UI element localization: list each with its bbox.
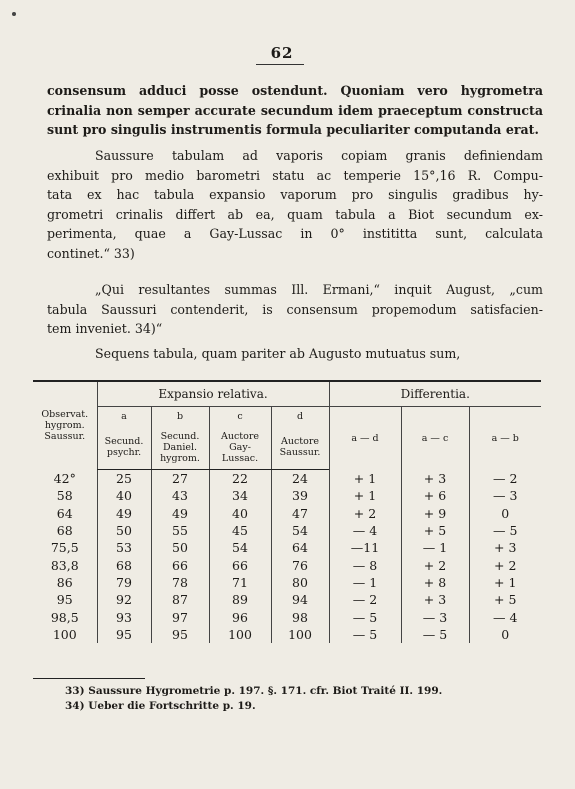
cell-ad: + 1 bbox=[329, 487, 401, 504]
cell-c: 100 bbox=[209, 626, 271, 643]
footnotes bbox=[65, 684, 442, 713]
table-bottom-rule bbox=[33, 678, 145, 679]
table-row bbox=[33, 591, 541, 608]
cell-b: 27 bbox=[151, 470, 209, 488]
text-line: consensum adduci posse ostendunt. Quoniam vero hygrometra bbox=[47, 83, 543, 98]
cell-d: 80 bbox=[271, 574, 329, 591]
cell-obs: 86 bbox=[56, 574, 73, 590]
table-row bbox=[33, 539, 541, 556]
cell-ab: — 3 bbox=[469, 487, 541, 504]
cell-a: 40 bbox=[97, 487, 151, 504]
col-a-label-text: Secund. psychr. bbox=[104, 436, 144, 458]
col-d-label-text: Auctore Saussur. bbox=[279, 436, 321, 458]
group-differentia-header: Differentia. bbox=[329, 381, 541, 407]
cell-ac: + 5 bbox=[401, 522, 469, 539]
cell-ac: + 3 bbox=[401, 470, 469, 488]
cell-a: 53 bbox=[97, 539, 151, 556]
cell-c: 40 bbox=[209, 505, 271, 522]
cell-a: 93 bbox=[97, 608, 151, 625]
cell-b: 49 bbox=[151, 505, 209, 522]
page-number: 62 bbox=[270, 44, 294, 62]
cell-obs: 64 bbox=[56, 505, 73, 521]
table-row bbox=[33, 608, 541, 625]
text-line: tata ex hac tabula expansio vaporum pro singulis gradibus hy- bbox=[47, 187, 543, 203]
cell-d: 54 bbox=[271, 522, 329, 539]
cell-obs: 95 bbox=[56, 592, 73, 608]
cell-c: 96 bbox=[209, 608, 271, 625]
cell-ad: — 5 bbox=[329, 608, 401, 625]
table-row bbox=[33, 505, 541, 522]
text-line: tem inveniet. 34)“ bbox=[47, 321, 163, 337]
cell-ad: — 2 bbox=[329, 591, 401, 608]
paragraph-2 bbox=[47, 146, 543, 264]
cell-ac: + 8 bbox=[401, 574, 469, 591]
text-line: tabula Saussuri contenderit, is consensum propemodum satisfacien- bbox=[47, 301, 543, 317]
cell-c: 89 bbox=[209, 591, 271, 608]
cell-c: 34 bbox=[209, 487, 271, 504]
cell-ab: + 2 bbox=[469, 556, 541, 573]
text-line: continet.“ 33) bbox=[47, 245, 135, 261]
cell-obs: 83,8 bbox=[50, 557, 79, 573]
cell-b: 95 bbox=[151, 626, 209, 643]
cell-ab: 0 bbox=[469, 505, 541, 522]
cell-b: 66 bbox=[151, 556, 209, 573]
cell-b: 43 bbox=[151, 487, 209, 504]
text-line: „Qui resultantes summas Ill. Ermani,“ inquit August, „cum bbox=[95, 282, 543, 297]
cell-c: 71 bbox=[209, 574, 271, 591]
cell-c: 45 bbox=[209, 522, 271, 539]
cell-b: 50 bbox=[151, 539, 209, 556]
cell-obs: 100 bbox=[52, 626, 77, 642]
cell-ad: — 1 bbox=[329, 574, 401, 591]
cell-b: 97 bbox=[151, 608, 209, 625]
cell-ad: + 1 bbox=[329, 470, 401, 488]
hygrometer-table bbox=[33, 380, 541, 643]
footnote-34: 34) Ueber die Fortschritte p. 19. bbox=[65, 699, 256, 712]
col-observat-header bbox=[33, 381, 97, 470]
cell-a: 95 bbox=[97, 626, 151, 643]
cell-ab: — 5 bbox=[469, 522, 541, 539]
col-c-label-text: Auctore Gay-Lussac. bbox=[221, 430, 259, 464]
cell-d: 98 bbox=[271, 608, 329, 625]
table-row bbox=[33, 487, 541, 504]
text-line: Saussure tabulam ad vaporis copiam granis definiendam bbox=[95, 148, 543, 163]
col-ac-header: a — c bbox=[401, 407, 469, 470]
col-a-label bbox=[97, 425, 151, 470]
footnote-33: 33) Saussure Hygrometrie p. 197. §. 171. cfr. Biot Traité II. 199. bbox=[65, 685, 443, 697]
cell-a: 68 bbox=[97, 556, 151, 573]
cell-ac: — 5 bbox=[401, 626, 469, 643]
text-line: sunt pro singulis instrumentis formula peculiariter computanda erat. bbox=[47, 122, 539, 138]
cell-d: 39 bbox=[271, 487, 329, 504]
cell-a: 79 bbox=[97, 574, 151, 591]
cell-a: 50 bbox=[97, 522, 151, 539]
cell-ad: — 5 bbox=[329, 626, 401, 643]
cell-d: 100 bbox=[271, 626, 329, 643]
col-observat-label: Observat. hygrom. Saussur. bbox=[41, 409, 89, 443]
cell-ab: + 3 bbox=[469, 539, 541, 556]
cell-c: 54 bbox=[209, 539, 271, 556]
col-ad-header: a — d bbox=[329, 407, 401, 470]
cell-a: 49 bbox=[97, 505, 151, 522]
table-row bbox=[33, 556, 541, 573]
text-line: exhibuit pro medio barometri statu ac temperie 15°,16 R. Compu- bbox=[47, 167, 543, 183]
cell-c: 66 bbox=[209, 556, 271, 573]
cell-d: 76 bbox=[271, 556, 329, 573]
table-body bbox=[33, 470, 541, 643]
cell-ab: + 5 bbox=[469, 591, 541, 608]
cell-ac: + 3 bbox=[401, 591, 469, 608]
cell-a: 25 bbox=[97, 470, 151, 488]
cell-ac: — 3 bbox=[401, 608, 469, 625]
paragraph-4 bbox=[47, 344, 543, 364]
col-b-letter: b bbox=[151, 407, 209, 426]
col-a-letter: a bbox=[97, 407, 151, 426]
cell-c: 22 bbox=[209, 470, 271, 488]
paragraph-1 bbox=[47, 81, 543, 140]
table-row bbox=[33, 574, 541, 591]
cell-ac: — 1 bbox=[401, 539, 469, 556]
cell-b: 55 bbox=[151, 522, 209, 539]
cell-ad: + 2 bbox=[329, 505, 401, 522]
cell-ab: — 2 bbox=[469, 470, 541, 488]
table-row bbox=[33, 522, 541, 539]
cell-d: 64 bbox=[271, 539, 329, 556]
cell-ab: — 4 bbox=[469, 608, 541, 625]
table-row bbox=[33, 470, 541, 488]
cell-b: 87 bbox=[151, 591, 209, 608]
text-line: perimenta, quae a Gay-Lussac in 0° instititta sunt, calculata bbox=[47, 226, 543, 242]
cell-b: 78 bbox=[151, 574, 209, 591]
paragraph-3 bbox=[47, 280, 543, 339]
cell-ac: + 9 bbox=[401, 505, 469, 522]
cell-obs: 75,5 bbox=[50, 540, 79, 556]
cell-ad: — 4 bbox=[329, 522, 401, 539]
cell-d: 47 bbox=[271, 505, 329, 522]
cell-a: 92 bbox=[97, 591, 151, 608]
cell-ac: + 6 bbox=[401, 487, 469, 504]
col-d-label bbox=[271, 425, 329, 470]
cell-ad: —11 bbox=[329, 539, 401, 556]
cell-ad: — 8 bbox=[329, 556, 401, 573]
cell-obs: 42° bbox=[53, 470, 76, 486]
page-number-rule bbox=[256, 64, 304, 65]
cell-obs: 68 bbox=[56, 523, 73, 539]
cell-ab: 0 bbox=[469, 626, 541, 643]
text-line: Sequens tabula, quam pariter ab Augusto mutuatus sum, bbox=[95, 346, 461, 361]
col-b-label-text: Secund. Daniel. hygrom. bbox=[160, 430, 200, 464]
col-b-label bbox=[151, 425, 209, 470]
text-line: grometri crinalis differt ab ea, quam tabula a Biot secundum ex- bbox=[47, 206, 543, 222]
cell-ac: + 2 bbox=[401, 556, 469, 573]
col-ab-header: a — b bbox=[469, 407, 541, 470]
col-c-label bbox=[209, 425, 271, 470]
table-row bbox=[33, 626, 541, 643]
cell-ab: + 1 bbox=[469, 574, 541, 591]
ink-speck bbox=[12, 12, 16, 16]
cell-obs: 98,5 bbox=[50, 609, 79, 625]
text-line: crinalia non semper accurate secundum idem praeceptum constructa bbox=[47, 102, 543, 118]
group-expansio-header: Expansio relativa. bbox=[97, 381, 329, 407]
cell-obs: 58 bbox=[56, 488, 73, 504]
col-d-letter: d bbox=[271, 407, 329, 426]
col-c-letter: c bbox=[209, 407, 271, 426]
cell-d: 94 bbox=[271, 591, 329, 608]
cell-d: 24 bbox=[271, 470, 329, 488]
